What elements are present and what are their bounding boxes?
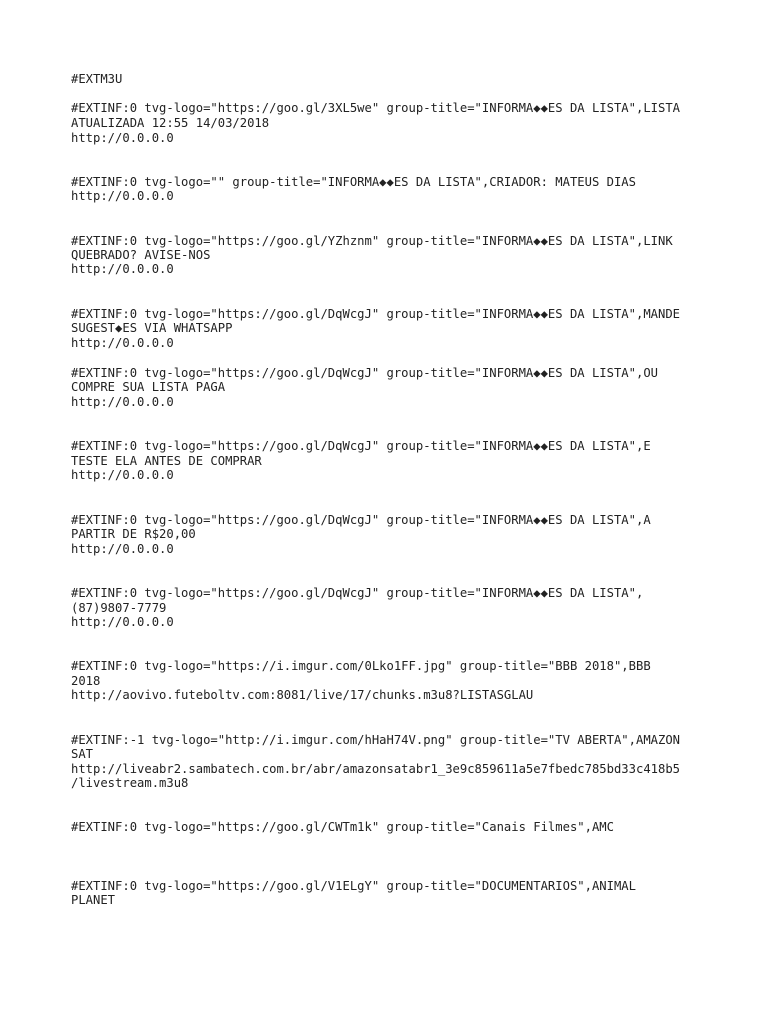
playlist-line: #EXTINF:0 tvg-logo="" group-title="INFORMA◆◆ES DA LISTA",CRIADOR: MATEUS DIAS <box>71 175 636 189</box>
playlist-line: ATUALIZADA 12:55 14/03/2018 <box>71 116 270 130</box>
playlist-line: #EXTINF:0 tvg-logo="https://goo.gl/DqWcgJ" group-title="INFORMA◆◆ES DA LISTA",MANDE <box>71 307 681 321</box>
playlist-line: #EXTINF:0 tvg-logo="https://goo.gl/YZhznm" group-title="INFORMA◆◆ES DA LISTA",LINK <box>71 234 673 248</box>
stream-url-line: http://0.0.0.0 <box>71 615 174 629</box>
playlist-line: SUGEST◆ES VIA WHATSAPP <box>71 321 233 335</box>
playlist-line: PARTIR DE R$20,00 <box>71 527 196 541</box>
stream-url-line: http://0.0.0.0 <box>71 262 174 276</box>
stream-url-line: http://0.0.0.0 <box>71 189 174 203</box>
playlist-line: COMPRE SUA LISTA PAGA <box>71 380 226 394</box>
playlist-line: 2018 <box>71 674 101 688</box>
stream-url-line: http://0.0.0.0 <box>71 336 174 350</box>
playlist-line: #EXTINF:0 tvg-logo="https://goo.gl/DqWcgJ" group-title="INFORMA◆◆ES DA LISTA",E <box>71 439 651 453</box>
playlist-line: #EXTINF:0 tvg-logo="https://goo.gl/3XL5we" group-title="INFORMA◆◆ES DA LISTA",LISTA <box>71 101 681 115</box>
playlist-line: #EXTINF:0 tvg-logo="https://goo.gl/CWTm1k" group-title="Canais Filmes",AMC <box>71 820 614 834</box>
playlist-line: #EXTINF:-1 tvg-logo="http://i.imgur.com/hHaH74V.png" group-title="TV ABERTA",AMAZON <box>71 733 681 747</box>
stream-url-line: http://0.0.0.0 <box>71 542 174 556</box>
playlist-line: #EXTINF:0 tvg-logo="https://goo.gl/V1ELgY" group-title="DOCUMENTARIOS",ANIMAL <box>71 879 636 893</box>
playlist-line: #EXTINF:0 tvg-logo="https://i.imgur.com/0Lko1FF.jpg" group-title="BBB 2018",BBB <box>71 659 651 673</box>
stream-url-line: http://liveabr2.sambatech.com.br/abr/amazonsatabr1_3e9c859611a5e7fbedc785bd33c418b5 <box>71 762 681 776</box>
playlist-line: #EXTINF:0 tvg-logo="https://goo.gl/DqWcgJ" group-title="INFORMA◆◆ES DA LISTA",A <box>71 513 651 527</box>
stream-url-line: http://aovivo.futeboltv.com:8081/live/17/chunks.m3u8?LISTASGLAU <box>71 688 534 702</box>
playlist-line: #EXTINF:0 tvg-logo="https://goo.gl/DqWcgJ" group-title="INFORMA◆◆ES DA LISTA",OU <box>71 366 658 380</box>
m3u-header-line: #EXTM3U <box>71 72 123 86</box>
playlist-line: #EXTINF:0 tvg-logo="https://goo.gl/DqWcgJ" group-title="INFORMA◆◆ES DA LISTA", <box>71 586 644 600</box>
playlist-line: TESTE ELA ANTES DE COMPRAR <box>71 454 262 468</box>
stream-url-line: http://0.0.0.0 <box>71 131 174 145</box>
stream-url-line: http://0.0.0.0 <box>71 468 174 482</box>
playlist-line: QUEBRADO? AVISE-NOS <box>71 248 211 262</box>
playlist-line: PLANET <box>71 893 116 907</box>
playlist-line: SAT <box>71 747 94 761</box>
stream-url-line: http://0.0.0.0 <box>71 395 174 409</box>
playlist-line: (87)9807-7779 <box>71 601 167 615</box>
stream-url-line: /livestream.m3u8 <box>71 776 189 790</box>
